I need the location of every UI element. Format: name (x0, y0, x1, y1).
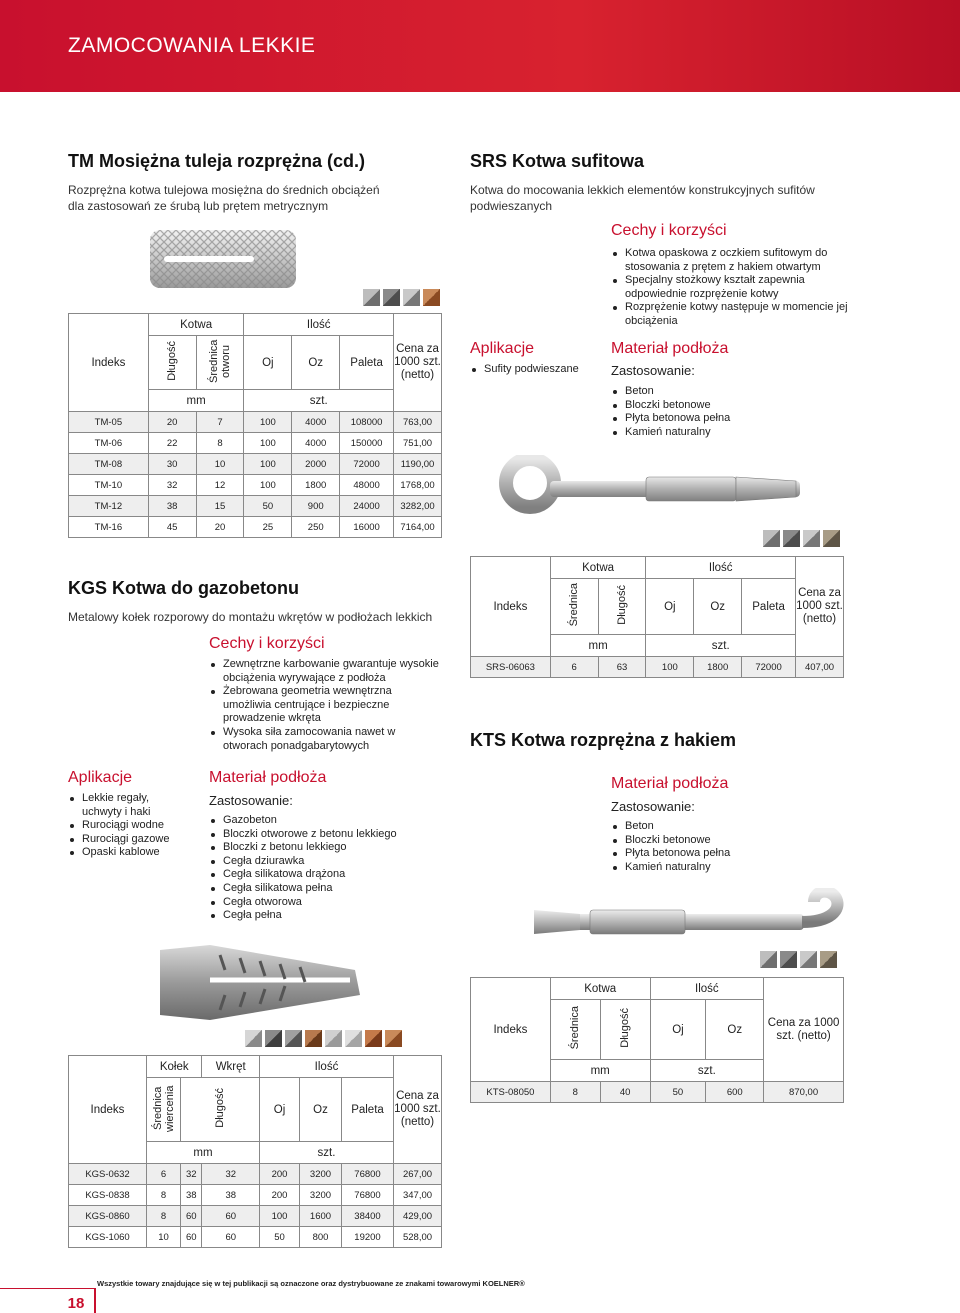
table-cell: 25 (244, 517, 292, 538)
list-item: Beton (611, 820, 811, 834)
col-paleta: Paleta (340, 336, 394, 390)
table-row (69, 412, 442, 433)
table-cell: 6 (550, 657, 598, 678)
col-kolek: Kołek (147, 1056, 202, 1078)
col-kotwa: Kotwa (148, 314, 244, 336)
col-paleta: Paleta (742, 579, 796, 635)
srs-table (470, 556, 844, 678)
srs-usage-label: Zastosowanie: (611, 363, 695, 378)
table-row (69, 475, 442, 496)
list-item: Sufity podwieszane (470, 363, 610, 377)
list-item: Specjalny stożkowy kształt zapewnia odpowiednie rozprężenie kotwy (611, 274, 851, 301)
table-cell: 3282,00 (394, 496, 442, 517)
substrate-swatch-icon (820, 951, 837, 968)
table-row (69, 433, 442, 454)
table-cell: 10 (196, 454, 244, 475)
col-ilosc: Ilość (650, 978, 764, 1000)
list-item: Płyta betonowa pełna (611, 847, 811, 861)
substrate-swatch-icon (783, 530, 800, 547)
table-cell: 2000 (292, 454, 340, 475)
table-cell: 763,00 (394, 412, 442, 433)
list-item: Płyta betonowa pełna (611, 412, 811, 426)
srs-apps-title: Aplikacje (470, 340, 535, 357)
kgs-features-list (209, 658, 439, 753)
tm-substrate-swatches (363, 289, 440, 306)
substrate-swatch-icon (403, 289, 420, 306)
table-cell: 10 (147, 1227, 181, 1248)
table-cell: 60 (181, 1206, 202, 1227)
table-cell: KTS-08050 (471, 1082, 551, 1103)
table-cell: 60 (202, 1227, 260, 1248)
substrate-swatch-icon (763, 530, 780, 547)
table-cell: 38 (148, 496, 196, 517)
table-cell: 528,00 (394, 1227, 442, 1248)
page-banner (0, 0, 960, 92)
col-ilosc: Ilość (260, 1056, 394, 1078)
kgs-table (68, 1055, 442, 1248)
tm-anchor-image (148, 226, 298, 292)
table-cell: 6 (147, 1164, 181, 1185)
table-cell: 200 (260, 1185, 300, 1206)
table-cell: 267,00 (394, 1164, 442, 1185)
kgs-substrate-title: Materiał podłoża (209, 769, 327, 786)
table-cell: 63 (598, 657, 646, 678)
col-indeks: Indeks (69, 314, 149, 412)
col-cena: Cena za 1000 szt. (netto) (764, 978, 844, 1082)
srs-substrates-list (611, 385, 811, 439)
col-cena: Cena za 1000 szt. (netto) (394, 314, 442, 412)
table-cell: 8 (196, 433, 244, 454)
kgs-substrates-list (209, 814, 439, 923)
table-cell: 100 (244, 412, 292, 433)
table-cell: TM-08 (69, 454, 149, 475)
table-cell: 1600 (300, 1206, 342, 1227)
footer-note: Wszystkie towary znajdujące się w tej publikacji są oznaczone oraz dystrybuowane ze znakami towarowymi KOELNER® (97, 1279, 525, 1288)
table-cell: 72000 (742, 657, 796, 678)
srs-substrate-title: Materiał podłoża (611, 340, 729, 357)
table-cell: 8 (550, 1082, 600, 1103)
srs-apps-list (470, 363, 610, 377)
kgs-substrate-swatches (245, 1030, 402, 1047)
table-cell: TM-05 (69, 412, 149, 433)
table-cell: 870,00 (764, 1082, 844, 1103)
substrate-swatch-icon (305, 1030, 322, 1047)
col-oz: Oz (706, 1000, 764, 1060)
col-oj: Oj (260, 1078, 300, 1142)
table-cell: 32 (202, 1164, 260, 1185)
table-cell: 407,00 (796, 657, 844, 678)
col-ilosc: Ilość (244, 314, 394, 336)
table-cell: 38 (202, 1185, 260, 1206)
list-item: Bloczki z betonu lekkiego (209, 841, 439, 855)
table-cell: 100 (244, 433, 292, 454)
table-cell: TM-16 (69, 517, 149, 538)
table-cell: 4000 (292, 412, 340, 433)
list-item: Beton (611, 385, 811, 399)
list-item: Kamień naturalny (611, 426, 811, 440)
list-item: Rurociągi gazowe (68, 833, 188, 847)
substrate-swatch-icon (265, 1030, 282, 1047)
srs-features-title: Cechy i korzyści (611, 222, 727, 239)
table-cell: 50 (650, 1082, 706, 1103)
substrate-swatch-icon (363, 289, 380, 306)
col-oj: Oj (244, 336, 292, 390)
kgs-apps-title: Aplikacje (68, 769, 133, 786)
list-item: Zewnętrzne karbowanie gwarantuje wysokie obciążenia wyrywające z podłoża (209, 658, 439, 685)
tm-description: Rozprężna kotwa tulejowa mosiężna do średnich obciążeń dla zastosowań ze śrubą lub prętem metrycznym (68, 183, 380, 213)
kgs-usage-label: Zastosowanie: (209, 793, 293, 808)
substrate-swatch-icon (345, 1030, 362, 1047)
list-item: Bloczki otworowe z betonu lekkiego (209, 828, 439, 842)
table-cell: 60 (181, 1227, 202, 1248)
substrate-swatch-icon (285, 1030, 302, 1047)
table-cell: 50 (260, 1227, 300, 1248)
table-cell: 1800 (694, 657, 742, 678)
table-cell: 8 (147, 1206, 181, 1227)
list-item: Bloczki betonowe (611, 399, 811, 413)
list-item: Opaski kablowe (68, 846, 188, 860)
table-cell: 900 (292, 496, 340, 517)
table-cell: TM-06 (69, 433, 149, 454)
col-kotwa: Kotwa (550, 978, 650, 1000)
table-cell: 347,00 (394, 1185, 442, 1206)
table-cell: 32 (181, 1164, 202, 1185)
substrate-swatch-icon (780, 951, 797, 968)
table-cell: 429,00 (394, 1206, 442, 1227)
kts-substrate-title: Materiał podłoża (611, 775, 729, 792)
list-item: Cegła silikatowa drążona (209, 868, 439, 882)
table-cell: 100 (646, 657, 694, 678)
table-cell: TM-10 (69, 475, 149, 496)
col-dlugosc: Długość (166, 341, 179, 381)
table-row (69, 1164, 442, 1185)
list-item: Rurociągi wodne (68, 819, 188, 833)
table-cell: SRS-06063 (471, 657, 551, 678)
col-srednica-wiercenia: Średnica wiercenia (151, 1084, 176, 1132)
table-cell: 15 (196, 496, 244, 517)
table-cell: 40 (600, 1082, 650, 1103)
srs-anchor-image (496, 455, 816, 525)
table-cell: 30 (148, 454, 196, 475)
list-item: Bloczki betonowe (611, 834, 811, 848)
kgs-apps-list (68, 792, 188, 860)
table-cell: 1768,00 (394, 475, 442, 496)
table-cell: 1190,00 (394, 454, 442, 475)
table-row (69, 1185, 442, 1206)
list-item: Kotwa opaskowa z oczkiem sufitowym do stosowania z prętem z hakiem otwartym (611, 247, 851, 274)
unit-szt: szt. (646, 635, 796, 657)
col-dlugosc: Długość (214, 1088, 226, 1128)
unit-szt: szt. (244, 390, 394, 412)
table-row (471, 657, 844, 678)
table-cell: KGS-0838 (69, 1185, 147, 1206)
list-item: Cegła silikatowa pełna (209, 882, 439, 896)
kgs-description: Metalowy kołek rozporowy do montażu wkrętów w podłożach lekkich (68, 610, 433, 624)
list-item: Żebrowana geometria wewnętrzna umożliwia centrujące i bezpieczne prowadzenie wkręta (209, 685, 439, 726)
table-cell: 8 (147, 1185, 181, 1206)
table-cell: 751,00 (394, 433, 442, 454)
srs-title: SRS Kotwa sufitowa (470, 151, 645, 171)
table-cell: 100 (244, 475, 292, 496)
table-cell: 76800 (342, 1164, 394, 1185)
unit-mm: mm (147, 1142, 260, 1164)
kts-substrates-list (611, 820, 811, 874)
table-cell: KGS-0632 (69, 1164, 147, 1185)
banner-title: ZAMOCOWANIA LEKKIE (68, 34, 316, 57)
table-cell: 150000 (340, 433, 394, 454)
table-cell: 45 (148, 517, 196, 538)
kgs-title: KGS Kotwa do gazobetonu (68, 578, 299, 598)
table-cell: 72000 (340, 454, 394, 475)
table-cell: 20 (148, 412, 196, 433)
col-indeks: Indeks (471, 557, 551, 657)
table-cell: 100 (260, 1206, 300, 1227)
table-row (69, 1227, 442, 1248)
col-wkret: Wkręt (202, 1056, 260, 1078)
substrate-swatch-icon (325, 1030, 342, 1047)
table-cell: 76800 (342, 1185, 394, 1206)
list-item: Rozprężenie kotwy następuje w momencie jej obciążenia (611, 301, 851, 328)
page-number: 18 (0, 1288, 96, 1313)
table-cell: 24000 (340, 496, 394, 517)
list-item: Lekkie regały, uchwyty i haki (68, 792, 188, 819)
srs-description: Kotwa do mocowania lekkich elementów konstrukcyjnych sufitów podwieszanych (470, 183, 815, 213)
table-cell: 60 (202, 1206, 260, 1227)
kts-table (470, 977, 844, 1103)
table-cell: 200 (260, 1164, 300, 1185)
list-item: Cegła dziurawka (209, 855, 439, 869)
col-oz: Oz (292, 336, 340, 390)
col-oz: Oz (300, 1078, 342, 1142)
table-cell: 3200 (300, 1164, 342, 1185)
table-cell: KGS-0860 (69, 1206, 147, 1227)
srs-substrate-swatches (763, 530, 840, 547)
table-cell: 108000 (340, 412, 394, 433)
col-dlugosc: Długość (619, 1008, 632, 1048)
table-cell: 800 (300, 1227, 342, 1248)
substrate-swatch-icon (365, 1030, 382, 1047)
col-paleta: Paleta (342, 1078, 394, 1142)
table-row (69, 496, 442, 517)
table-cell: 22 (148, 433, 196, 454)
list-item: Cegła pełna (209, 909, 439, 923)
table-cell: 1800 (292, 475, 340, 496)
substrate-swatch-icon (385, 1030, 402, 1047)
kgs-anchor-image (150, 940, 365, 1025)
list-item: Kamień naturalny (611, 861, 811, 875)
table-cell: 48000 (340, 475, 394, 496)
col-oj: Oj (646, 579, 694, 635)
unit-szt: szt. (260, 1142, 394, 1164)
table-row (69, 454, 442, 475)
table-cell: 250 (292, 517, 340, 538)
col-indeks: Indeks (69, 1056, 147, 1164)
unit-mm: mm (550, 635, 646, 657)
substrate-swatch-icon (823, 530, 840, 547)
srs-features-list (611, 247, 851, 329)
table-cell: 7164,00 (394, 517, 442, 538)
col-ilosc: Ilość (646, 557, 796, 579)
table-cell: 7 (196, 412, 244, 433)
table-cell: 38 (181, 1185, 202, 1206)
substrate-swatch-icon (800, 951, 817, 968)
kts-usage-label: Zastosowanie: (611, 799, 695, 814)
list-item: Gazobeton (209, 814, 439, 828)
table-cell: 4000 (292, 433, 340, 454)
table-cell: 32 (148, 475, 196, 496)
table-row (69, 517, 442, 538)
tm-table (68, 313, 442, 538)
col-indeks: Indeks (471, 978, 551, 1082)
col-srednica: Średnica (569, 1006, 582, 1050)
col-cena: Cena za 1000 szt. (netto) (796, 557, 844, 657)
col-srednica: Średnica (568, 583, 581, 627)
unit-mm: mm (148, 390, 244, 412)
kts-title: KTS Kotwa rozprężna z hakiem (470, 730, 737, 750)
col-kotwa: Kotwa (550, 557, 646, 579)
list-item: Cegła otworowa (209, 896, 439, 910)
table-row (69, 1206, 442, 1227)
substrate-swatch-icon (803, 530, 820, 547)
table-cell: 19200 (342, 1227, 394, 1248)
substrate-swatch-icon (423, 289, 440, 306)
substrate-swatch-icon (760, 951, 777, 968)
unit-szt: szt. (650, 1060, 764, 1082)
col-srednica-otworu: Średnica otworu (208, 339, 233, 383)
table-cell: KGS-1060 (69, 1227, 147, 1248)
kts-substrate-swatches (760, 951, 837, 968)
col-oj: Oj (650, 1000, 706, 1060)
kgs-features-title: Cechy i korzyści (209, 635, 325, 652)
unit-mm: mm (550, 1060, 650, 1082)
table-cell: 100 (244, 454, 292, 475)
tm-title: TM Mosiężna tuleja rozprężna (cd.) (68, 151, 366, 171)
table-row (471, 1082, 844, 1103)
col-cena: Cena za 1000 szt. (netto) (394, 1056, 442, 1164)
table-cell: 16000 (340, 517, 394, 538)
table-cell: 38400 (342, 1206, 394, 1227)
table-cell: TM-12 (69, 496, 149, 517)
substrate-swatch-icon (383, 289, 400, 306)
list-item: Wysoka siła zamocowania nawet w otworach ponadgabarytowych (209, 726, 439, 753)
col-dlugosc: Długość (616, 585, 628, 625)
table-cell: 50 (244, 496, 292, 517)
col-oz: Oz (694, 579, 742, 635)
table-cell: 3200 (300, 1185, 342, 1206)
table-cell: 600 (706, 1082, 764, 1103)
table-cell: 12 (196, 475, 244, 496)
table-cell: 20 (196, 517, 244, 538)
kts-anchor-image (530, 888, 855, 950)
substrate-swatch-icon (245, 1030, 262, 1047)
